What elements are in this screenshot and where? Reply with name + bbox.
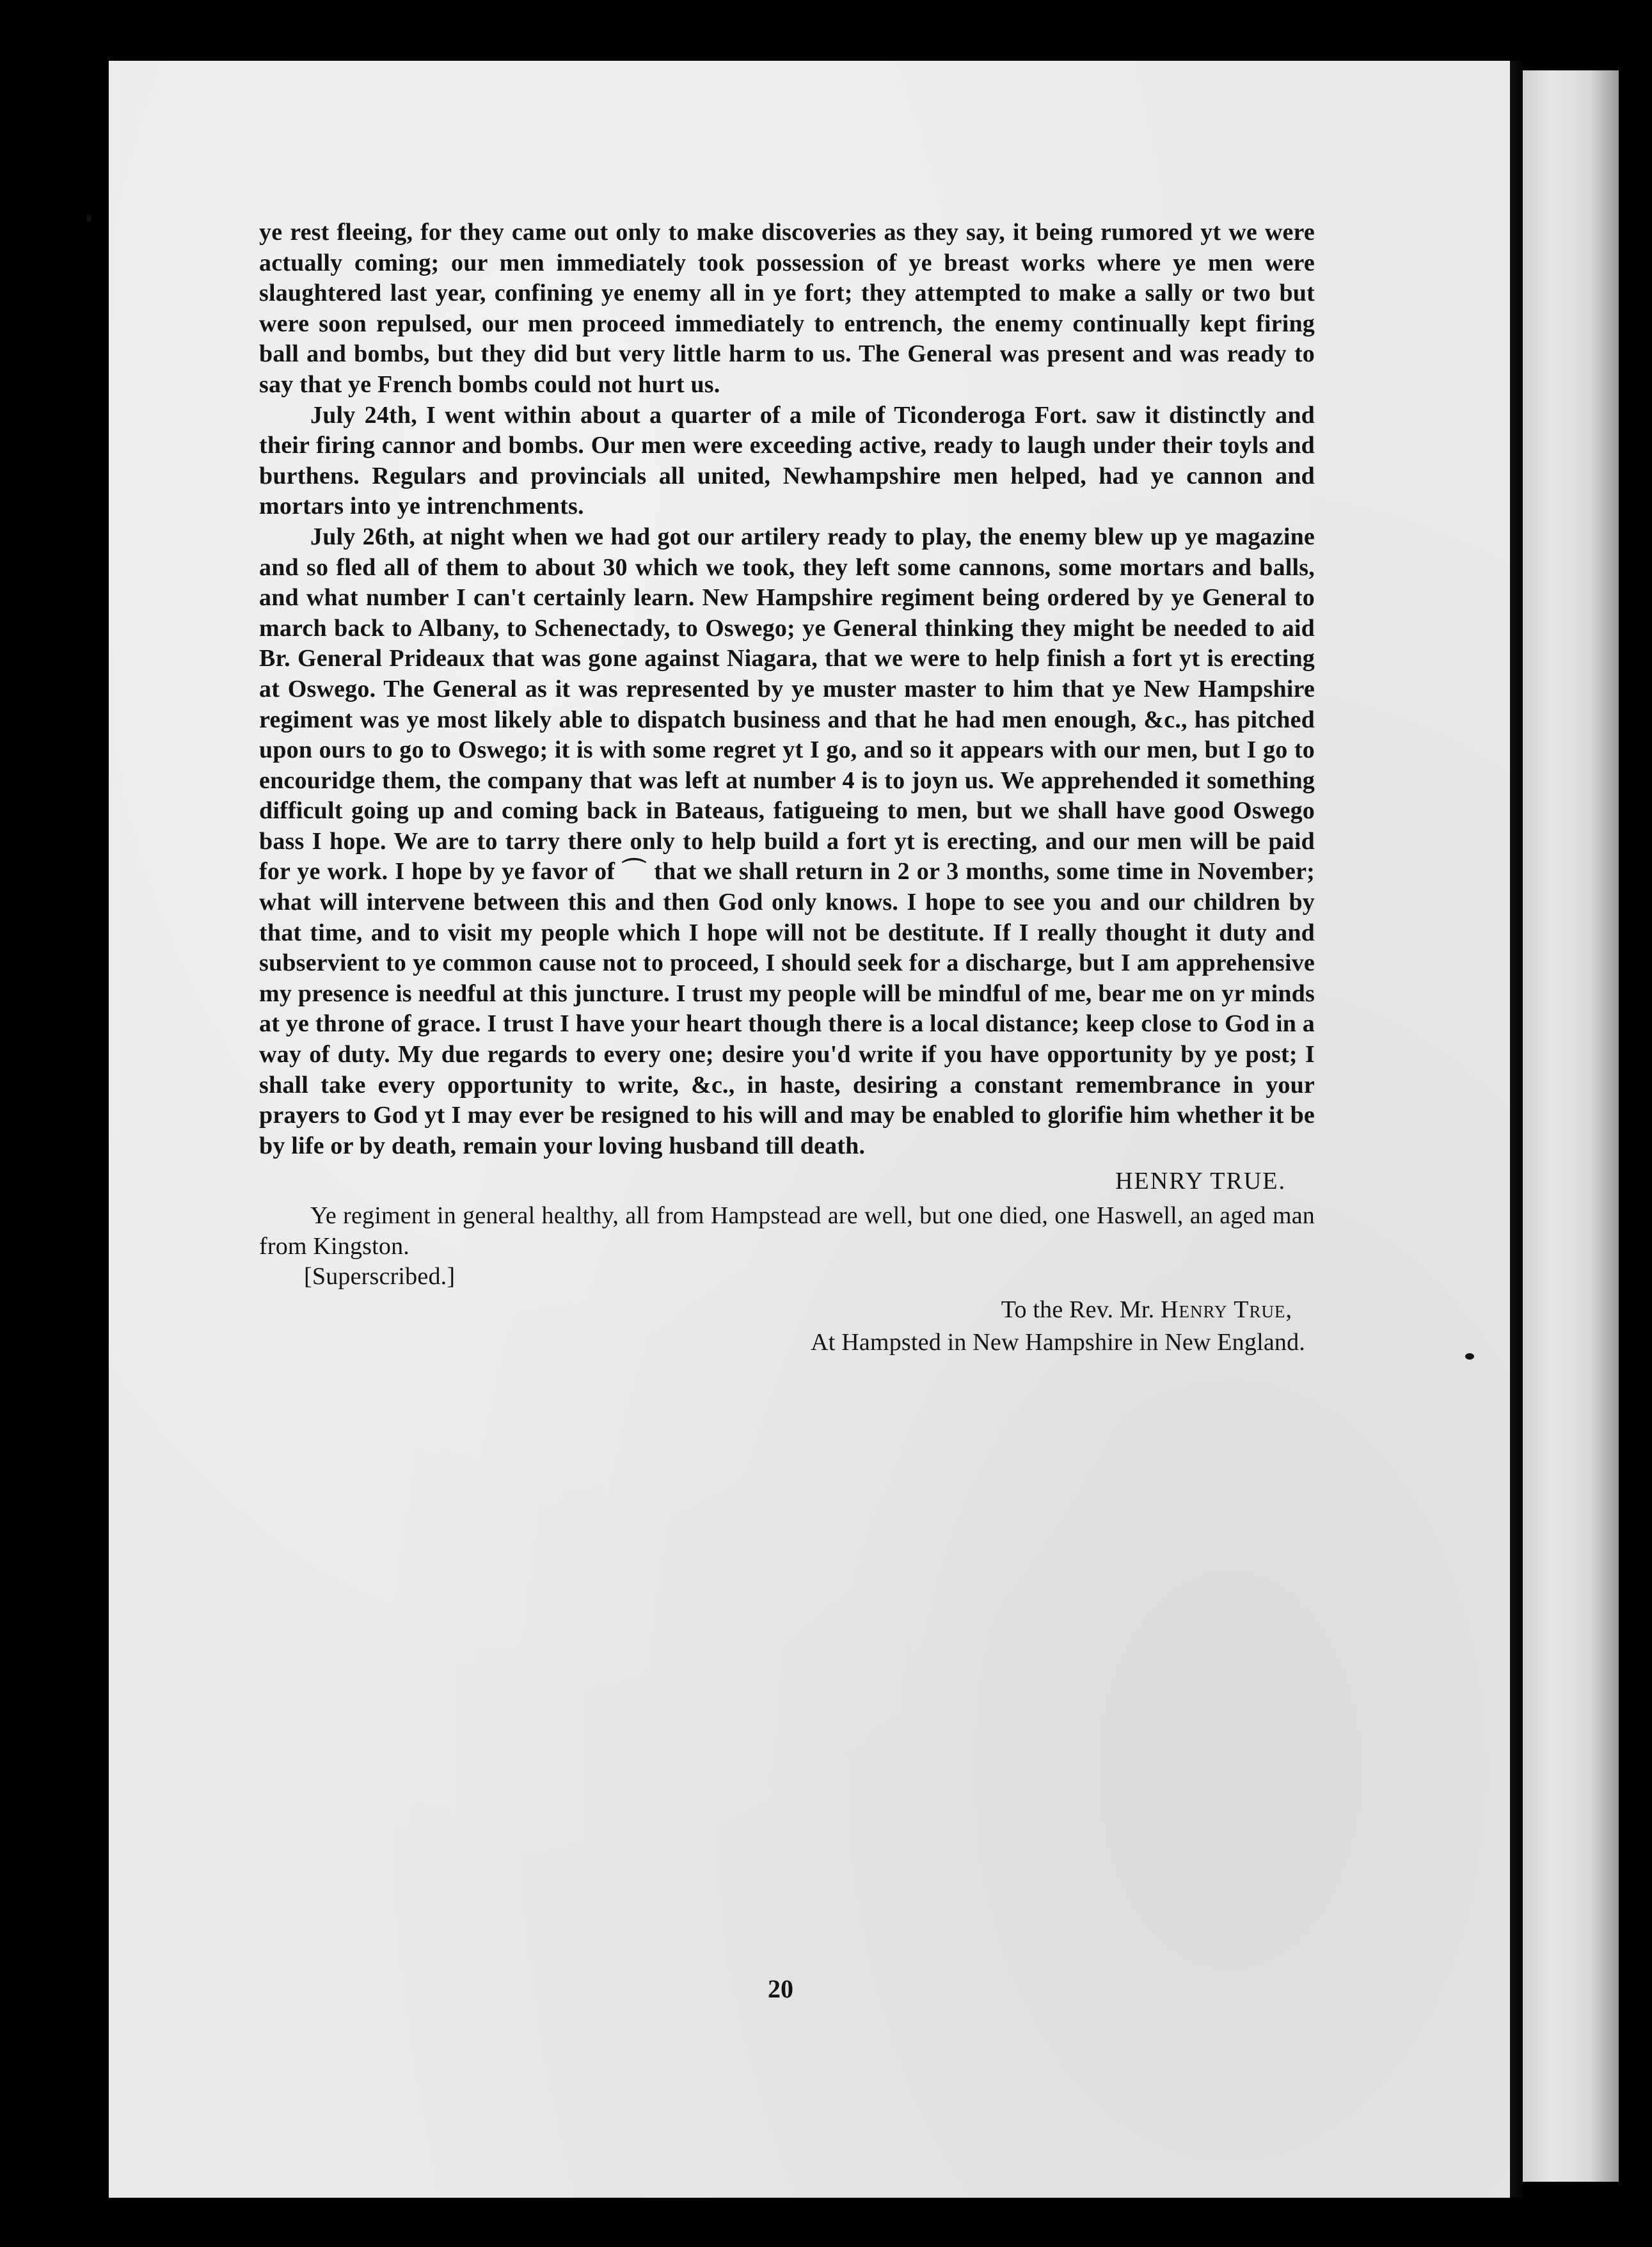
adjacent-page-edge (1523, 70, 1619, 2182)
recipient-name: Henry True, (1161, 1296, 1292, 1323)
signature: HENRY TRUE. (1115, 1168, 1286, 1195)
paragraph-siege-report: ye rest fleeing, for they came out only to make discoveries as they say, it being rumored yt we were actually coming; our men immediately took possession of ye breast works where ye men were slaughtered last year, confining ye enemy all in ye fort; they attempted to make a sally or two but were soon repulsed, our men proceed immediately to entrench, the enemy continually kept firing ball and bombs, but they did but very little harm to us. The General was present and was ready to say that ye French bombs could not hurt us. (259, 219, 1315, 398)
paragraph-july-24: July 24th, I went within about a quarter of a mile of Ticonderoga Fort. saw it distinctly and their firing cannor and bombs. Our men were exceeding active, ready to laugh under their toyls and burthens. Regulars and provincials all united, Newhampshire men helped, had ye cannon and mortars into ye intrenchments. (259, 401, 1315, 520)
address-prefix: To the Rev. Mr. (1001, 1296, 1155, 1323)
address-line-location: At Hampsted in New Hampshire in New England. (811, 1329, 1305, 1356)
superscription-label: [Superscribed.] (304, 1263, 456, 1290)
postscript: Ye regiment in general healthy, all from Hampstead are well, but one died, one Haswell, an aged man from Kingston. (259, 1202, 1315, 1260)
address-line-recipient (259, 1295, 1315, 1326)
scan-speck (86, 214, 91, 222)
page-number: 20 (768, 1974, 793, 2003)
paragraph-july-26: July 26th, at night when we had got our artilery ready to play, the enemy blew up ye magazine and so fled all of them to about 30 which we took, they left some cannons, some mortars and balls, and what number I can't certainly learn. New Hampshire regiment being ordered by ye General to march back to Albany, to Schenectady, to Oswego; ye General thinking they might be needed to aid Br. General Prideaux that was gone against Niagara, that we were to help finish a fort yt is erecting at Oswego. The General as it was represented by ye muster master to him that ye New Hampshire regiment was ye most likely able to dispatch business and that he had men enough, &c., has pitched upon ours to go to Oswego; it is with some regret yt I go, and so it appears with our men, but I go to encouridge them, the company that was left at number 4 is to joyn us. We apprehended it something difficult going up and coming back in Bateaus, fatigueing to men, but we shall have good Oswego bass I hope. We are to tarry there only to help build a fort yt is erecting, and our men will be paid for ye work. I hope by ye favor of ⌒ that we shall return in 2 or 3 months, some time in November; what will intervene between this and then God only knows. I hope to see you and our children by that time, and to visit my people which I hope will not be destitute. If I really thought it duty and subservient to ye common cause not to proceed, I should seek for a discharge, but I am apprehensive my presence is needful at this juncture. I trust my people will be mindful of me, bear me on yr minds at ye throne of grace. I trust I have your heart though there is a local distance; keep close to God in a way of duty. My due regards to every one; desire you'd write if you have opportunity by ye post; I shall take every opportunity to write, &c., in haste, desiring a constant remembrance in your prayers to God yt I may ever be resigned to his will and may be enabled to glorifie him whether it be by life or by death, remain your loving husband till death. (259, 523, 1315, 1159)
letter-body (259, 218, 1315, 1358)
scan-speck (1465, 1353, 1474, 1360)
